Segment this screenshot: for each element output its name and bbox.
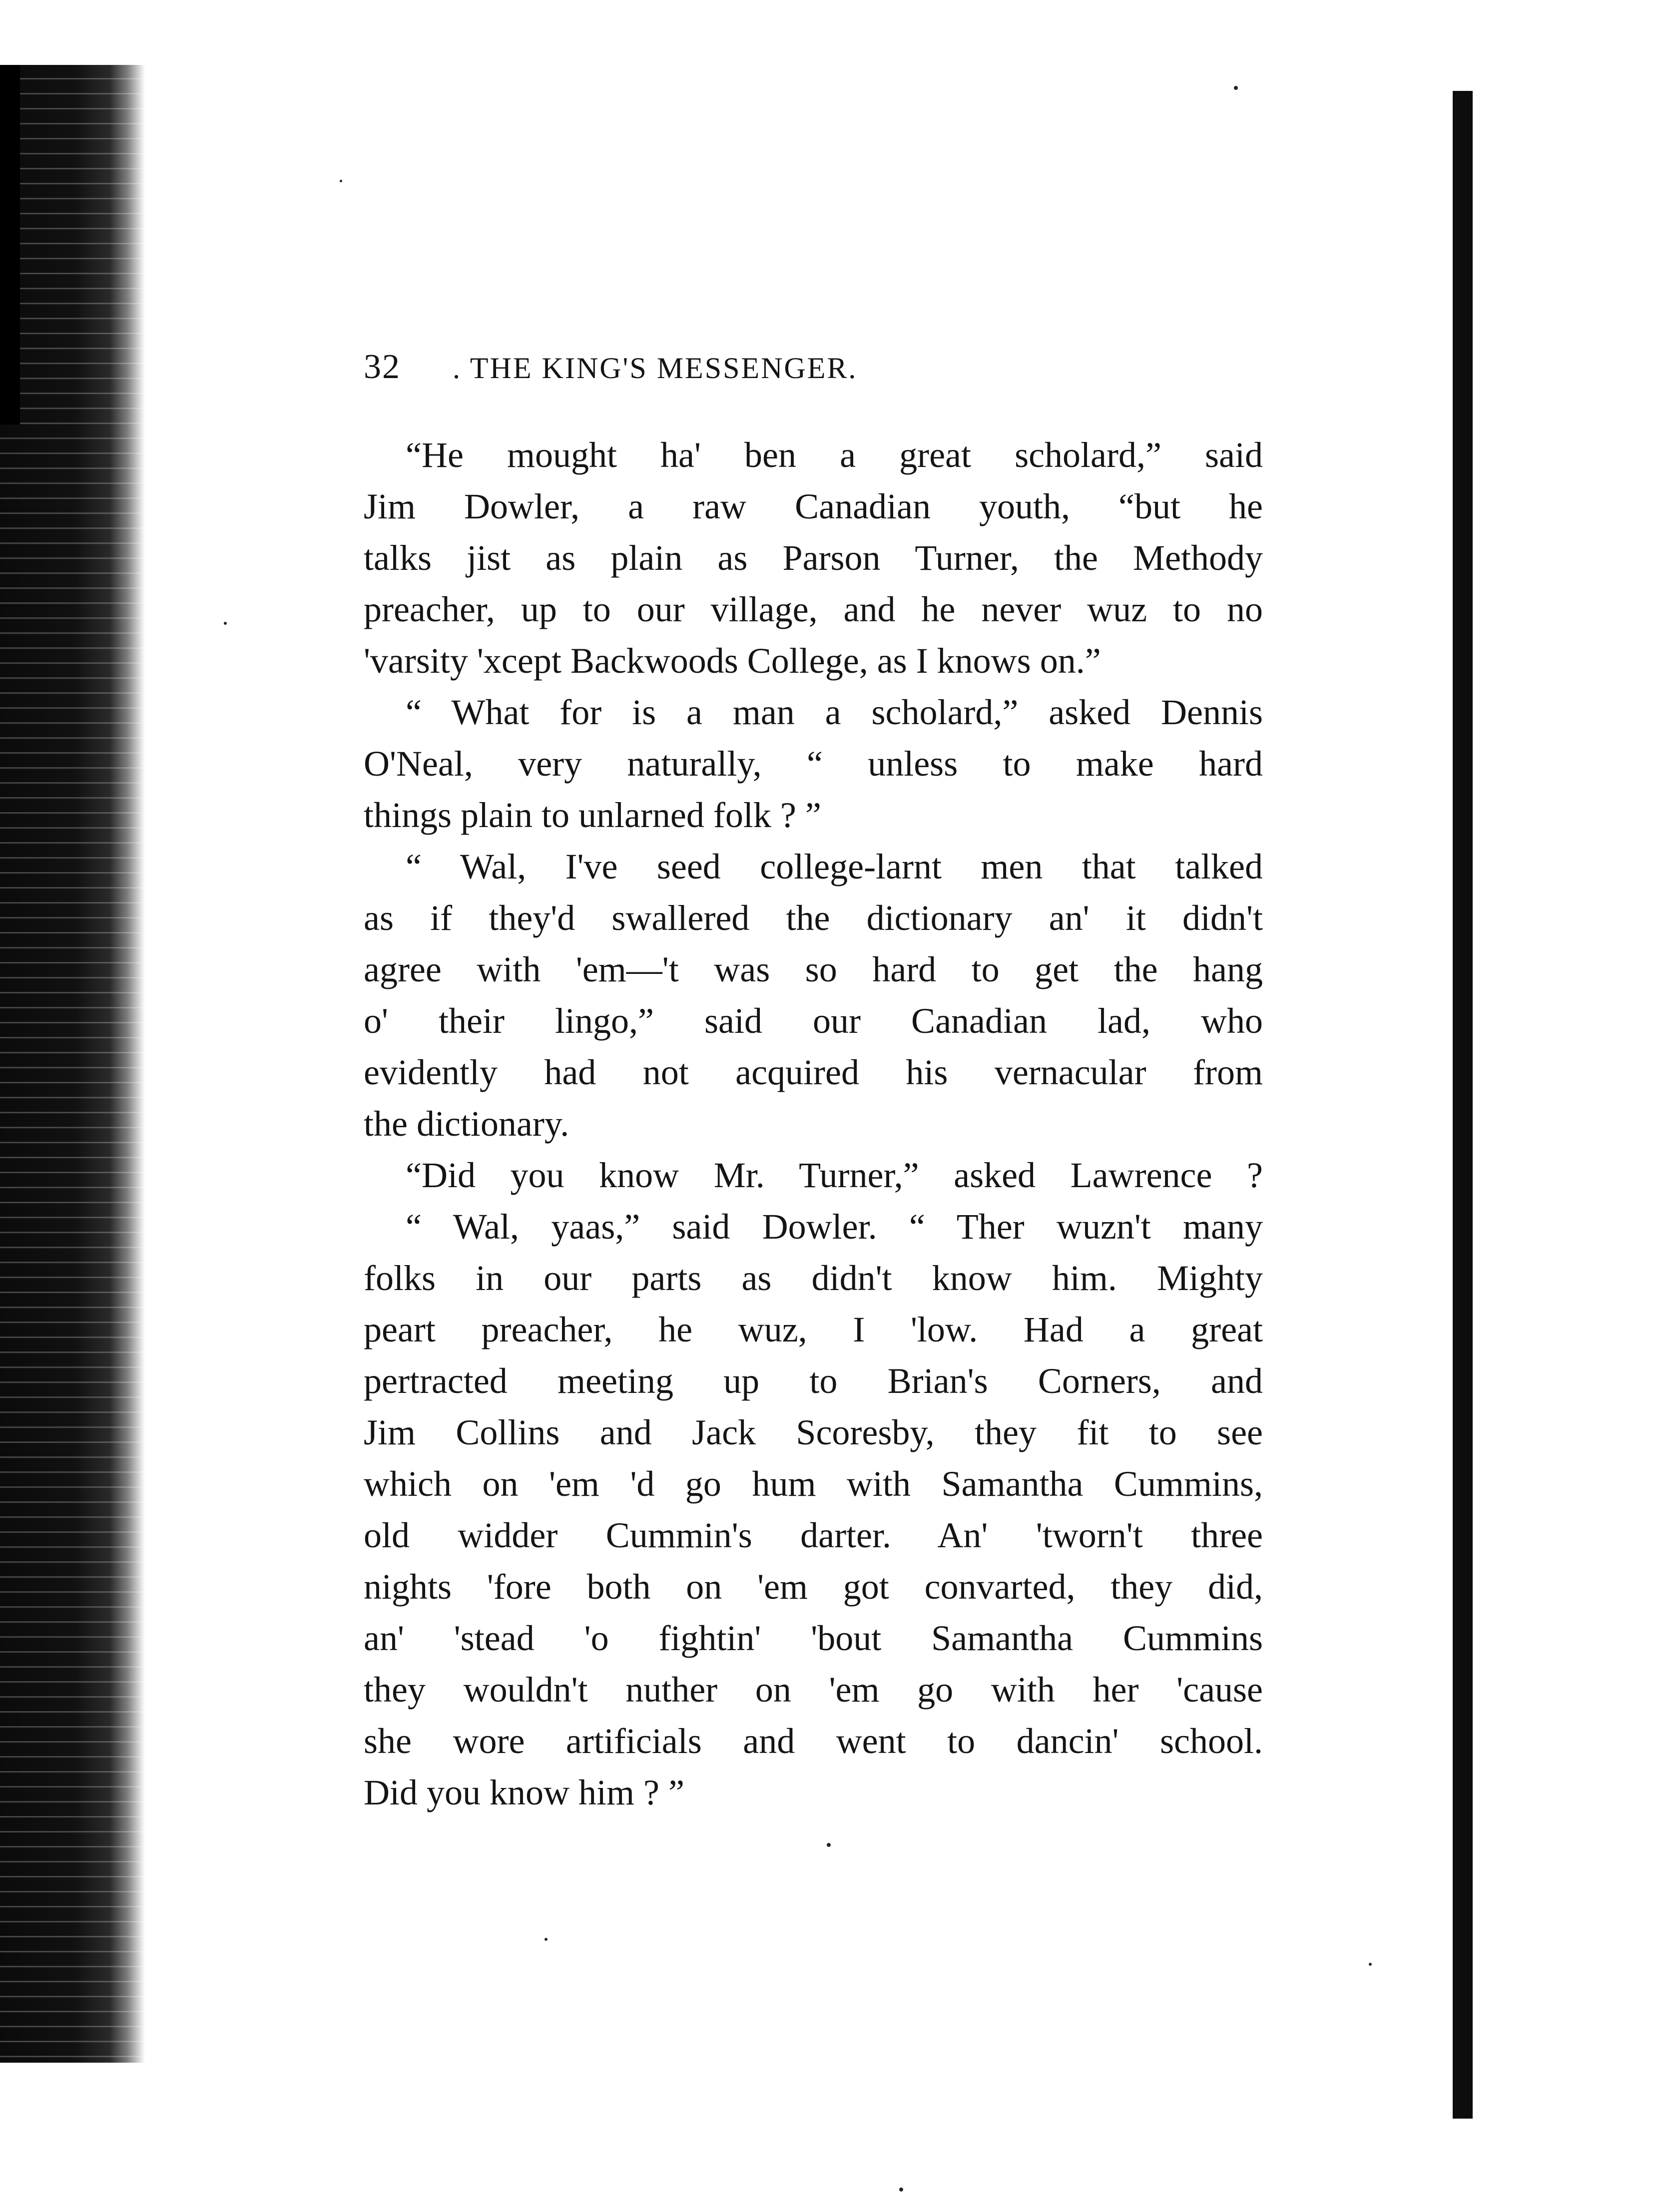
text-line: “Did you know Mr. Turner,” asked Lawrence ? xyxy=(406,1155,1263,1195)
text-line: pertracted meeting up to Brian's Corners, and xyxy=(364,1361,1263,1401)
text-line: folks in our parts as didn't know him. Mighty xyxy=(364,1258,1263,1298)
text-line: “ Wal, yaas,” said Dowler. “ Ther wuzn't many xyxy=(406,1207,1263,1247)
text-line: o' their lingo,” said our Canadian lad, who xyxy=(364,1001,1263,1041)
running-title: . THE KING'S MESSENGER. xyxy=(453,352,858,385)
right-margin-rule xyxy=(1453,91,1473,2119)
body-text xyxy=(364,430,1263,1818)
page-number: 32 xyxy=(364,348,401,386)
text-line: she wore artificials and went to dancin' school. xyxy=(364,1721,1263,1761)
scan-speck xyxy=(1234,86,1238,90)
text-line: Jim Dowler, a raw Canadian youth, “but he xyxy=(364,486,1263,526)
text-line: “ What for is a man a scholard,” asked Dennis xyxy=(406,692,1263,732)
text-line: the dictionary. xyxy=(364,1104,569,1144)
text-line: as if they'd swallered the dictionary an' it didn't xyxy=(364,898,1263,938)
text-line: things plain to unlarned folk ? ” xyxy=(364,795,821,835)
text-line: agree with 'em—'t was so hard to get the hang xyxy=(364,949,1263,989)
text-line: talks jist as plain as Parson Turner, the Methody xyxy=(364,538,1263,578)
text-line: preacher, up to our village, and he never wuz to no xyxy=(364,589,1263,629)
scan-speck xyxy=(899,2188,903,2192)
text-line: an' 'stead 'o fightin' 'bout Samantha Cummins xyxy=(364,1618,1263,1658)
text-line: peart preacher, he wuz, I 'low. Had a great xyxy=(364,1310,1263,1349)
scan-speck xyxy=(1369,1963,1372,1966)
binding-edge-shadow xyxy=(0,65,20,425)
text-line: which on 'em 'd go hum with Samantha Cummins, xyxy=(364,1464,1263,1504)
text-line: Jim Collins and Jack Scoresby, they fit to see xyxy=(364,1412,1263,1452)
text-line: nights 'fore both on 'em got convarted, they did, xyxy=(364,1567,1263,1607)
text-line: they wouldn't nuther on 'em go with her 'cause xyxy=(364,1670,1263,1710)
text-line: old widder Cummin's darter. An' 'tworn't three xyxy=(364,1515,1263,1555)
text-line: Did you know him ? ” xyxy=(364,1772,684,1812)
text-line: “He mought ha' ben a great scholard,” said xyxy=(406,435,1263,475)
scan-speck xyxy=(545,1938,548,1941)
scanned-binding-edge xyxy=(0,65,145,2063)
scan-speck xyxy=(224,622,227,625)
running-head xyxy=(364,345,1063,390)
text-line: “ Wal, I've seed college-larnt men that talked xyxy=(406,847,1263,886)
scan-speck xyxy=(827,1843,831,1847)
scan-speck xyxy=(340,180,342,182)
text-line: 'varsity 'xcept Backwoods College, as I knows on.” xyxy=(364,641,1101,681)
text-line: evidently had not acquired his vernacular from xyxy=(364,1052,1263,1092)
text-line: O'Neal, very naturally, “ unless to make hard xyxy=(364,744,1263,784)
